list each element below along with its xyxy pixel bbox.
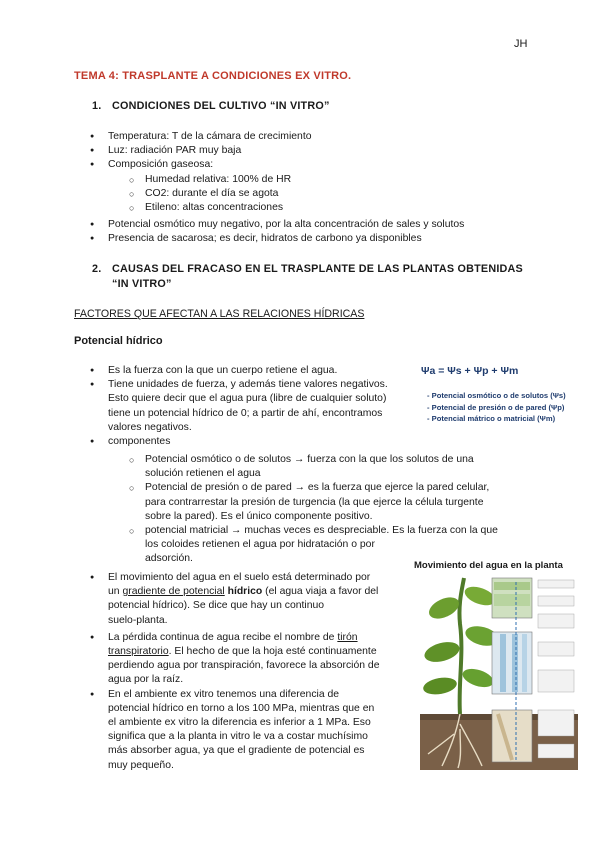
- text-line: Esto quiere decir que el agua pura (libre de cualquier soluto): [108, 393, 387, 405]
- text-line: los coloides retienen el agua por hidratación o por: [145, 539, 375, 551]
- text-line: transpiratorio. El hecho de que la hoja esté continuamente: [108, 646, 377, 658]
- list-item: ○ Etileno: altas concentraciones: [145, 201, 291, 215]
- text-line: ● La pérdida continua de agua recibe el nombre de tirón: [108, 631, 358, 643]
- text-line: significa que a la planta in vitro le va a costar muchísimo: [108, 731, 368, 743]
- page-title: TEMA 4: TRASPLANTE A CONDICIONES EX VITRO.: [74, 70, 352, 82]
- potencial-list: [108, 364, 408, 449]
- text-line: el ambiente ex vitro la diferencia es inferior a 1 MPa. Eso: [108, 717, 371, 729]
- conditions-list-continued: [108, 218, 464, 246]
- water-movement-list: [108, 571, 408, 773]
- text-line: ● El movimiento del agua en el suelo está determinado por: [108, 572, 371, 583]
- text-line: ○ Potencial osmótico o de solutos → fuerza con la que los solutos de una: [145, 454, 474, 465]
- list-item: ● componentes: [108, 435, 408, 449]
- list-item: [108, 571, 408, 628]
- legend-item: - Potencial osmótico o de solutos (Ψs): [427, 391, 566, 400]
- header-initials: JH: [514, 38, 528, 50]
- text-line: un gradiente de potencial hídrico (el agua viaja a favor del: [108, 586, 379, 598]
- text-line: solución retienen el agua: [145, 468, 261, 480]
- figure-title: Movimiento del agua en la planta: [414, 560, 563, 571]
- text-line: sobre la pared). Es el único componente positivo.: [145, 510, 373, 522]
- text-line: más absorber agua, ya que el gradiente de potencial es: [108, 745, 365, 757]
- text-line: muy pequeño.: [108, 759, 174, 771]
- section-2-heading: [92, 263, 523, 275]
- conditions-list: [108, 130, 311, 173]
- potencial-heading: Potencial hídrico: [74, 335, 163, 347]
- section-1-number: 1.: [92, 100, 102, 112]
- text-line: ○ Potencial de presión o de pared → es la fuerza que ejerce la pared celular,: [145, 482, 490, 494]
- list-item: ○ CO2: durante el día se agota: [145, 187, 291, 201]
- section-2-number: 2.: [92, 263, 102, 275]
- list-item: [108, 631, 408, 688]
- list-item: [145, 481, 545, 524]
- list-item: ● Presencia de sacarosa; es decir, hidratos de carbono ya disponibles: [108, 232, 464, 246]
- list-item: ● Luz: radiación PAR muy baja: [108, 144, 311, 158]
- list-item: ● Temperatura: T de la cámara de crecimiento: [108, 130, 311, 144]
- list-item: ● Composición gaseosa:: [108, 158, 311, 172]
- water-potential-formula: Ψa = Ψs + Ψp + Ψm: [421, 365, 519, 377]
- text-line: tiene un potencial hídrico de 0; a partir de ahí, encontramos: [108, 407, 383, 419]
- list-item: [108, 688, 408, 773]
- gas-composition-list: [145, 173, 291, 216]
- text-line: suelo-planta.: [108, 614, 168, 626]
- text-line: valores negativos.: [108, 421, 192, 433]
- section-2-title-line2: “IN VITRO”: [112, 278, 172, 290]
- list-item: ● Potencial osmótico muy negativo, por la alta concentración de sales y solutos: [108, 218, 464, 232]
- text-line: ● En el ambiente ex vitro tenemos una diferencia de: [108, 688, 340, 700]
- formula-legend: [427, 390, 566, 425]
- section-2-title-line1: CAUSAS DEL FRACASO EN EL TRASPLANTE DE LAS PLANTAS OBTENIDAS: [112, 263, 523, 275]
- legend-item: - Potencial de presión o de pared (Ψp): [427, 402, 565, 412]
- text-line: perdiendo agua por transpiración, favorece la absorción de: [108, 660, 380, 672]
- section-1-title: CONDICIONES DEL CULTIVO “IN VITRO”: [112, 100, 330, 112]
- text-line: potencial hídrico en torno a los 100 MPa, mientras que en: [108, 702, 375, 714]
- text-line: ● Tiene unidades de fuerza, y además tiene valores negativos.: [108, 379, 388, 391]
- text-line: agua por la raíz.: [108, 674, 184, 686]
- components-list: [145, 453, 545, 567]
- legend-item: - Potencial mátrico o matricial (Ψm): [427, 414, 556, 424]
- text-line: ○ potencial matricial → muchas veces es despreciable. Es la fuerza con la que: [145, 525, 498, 537]
- list-item: [108, 378, 408, 435]
- text-line: para contrarrestar la presión de turgencia (la que ejerce la célula turgente: [145, 496, 484, 508]
- text-line: adsorción.: [145, 553, 193, 565]
- list-item: ○ Humedad relativa: 100% de HR: [145, 173, 291, 187]
- section-1-heading: [92, 100, 330, 112]
- factores-subheading: FACTORES QUE AFECTAN A LAS RELACIONES HÍDRICAS: [74, 308, 365, 320]
- list-item: ● Es la fuerza con la que un cuerpo retiene el agua.: [108, 364, 408, 378]
- plant-water-movement-illustration: [420, 574, 578, 770]
- list-item: [145, 453, 545, 481]
- text-line: potencial hídrico). Se dice que hay un continuo: [108, 600, 325, 612]
